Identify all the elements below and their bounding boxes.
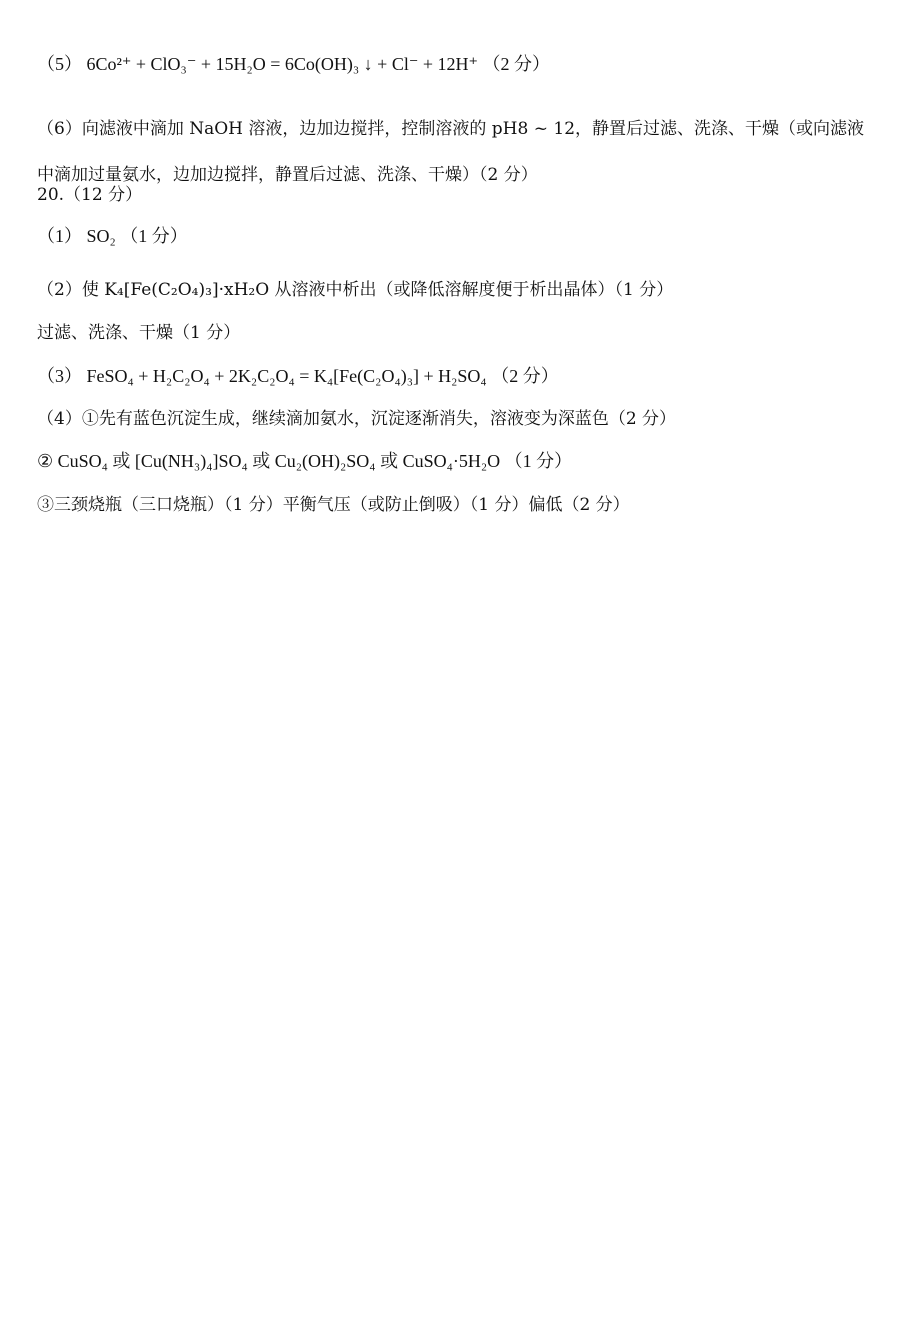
- answer-20-3-equation: （3） FeSO₄ + H₂C₂O₄ + 2K₂C₂O₄ = K₄[Fe(C₂O₄)₃] + H₂SO₄ （2 分）: [37, 366, 559, 386]
- answer-6-procedure: （6）向滤液中滴加 NaOH 溶液，边加边搅拌，控制溶液的 pH8 ~ 12，静置后过滤、洗涤、干燥（或向滤液中滴加过量氨水，边加边搅拌，静置后过滤、洗涤、干燥）（2 分）: [37, 119, 865, 185]
- answer-20-4-2: ② CuSO₄ 或 [Cu(NH₃)₄]SO₄ 或 Cu₂(OH)₂SO₄ 或 CuSO₄·5H₂O （1 分）: [37, 451, 573, 471]
- answer-20-1: （1） SO₂ （1 分）: [37, 226, 188, 246]
- answer-20-4-3: ③三颈烧瓶（三口烧瓶）（1 分）平衡气压（或防止倒吸）（1 分）偏低（2 分）: [37, 495, 630, 515]
- answer-20-2-operation: 过滤、洗涤、干燥（1 分）: [37, 323, 241, 343]
- answer-5-equation: （5） 6Co²⁺ + ClO₃⁻ + 15H₂O = 6Co(OH)₃ ↓ + Cl⁻ + 12H⁺ （2 分）: [37, 54, 550, 74]
- answer-20-4-1: （4）①先有蓝色沉淀生成，继续滴加氨水，沉淀逐渐消失，溶液变为深蓝色（2 分）: [37, 409, 677, 429]
- answer-20-2: （2）使 K₄[Fe(C₂O₄)₃]·xH₂O 从溶液中析出（或降低溶解度便于析出晶体）（1 分）: [37, 280, 674, 300]
- question-20-header: 20.（12 分）: [37, 185, 143, 205]
